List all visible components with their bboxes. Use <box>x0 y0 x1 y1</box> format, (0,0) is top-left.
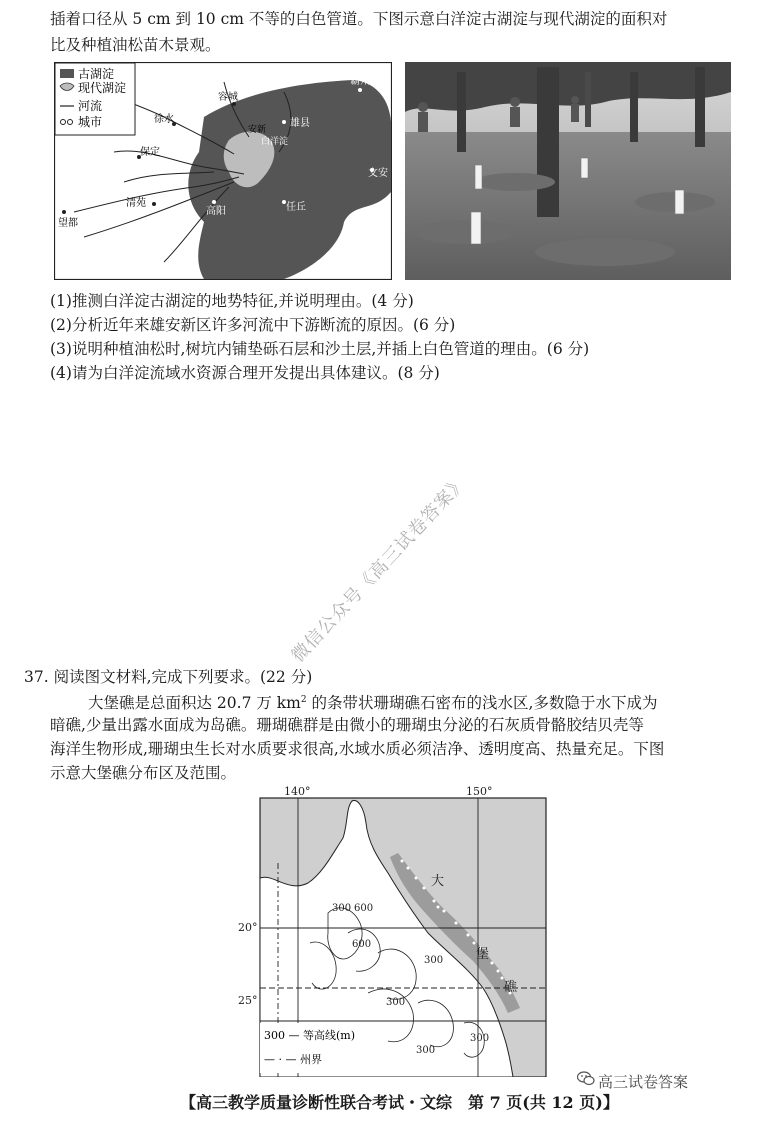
contour-label: 300 <box>424 955 444 966</box>
wechat-icon <box>577 1071 595 1086</box>
q37-para-line-4: 示意大堡礁分布区及范围。 <box>50 764 237 782</box>
legend-state-border: — · — 州界 <box>264 1053 322 1066</box>
reef-label-bao: 堡 <box>476 947 490 962</box>
reef-label-jiao: 礁 <box>504 980 518 995</box>
lake-baiyangdian: 白洋淀 <box>261 137 289 147</box>
city-rongcheng: 容城 <box>218 92 238 103</box>
contour-label: 300 <box>470 1033 490 1044</box>
city-wangdu: 望都 <box>58 218 78 229</box>
city-renqiu: 任丘 <box>286 202 306 213</box>
great-barrier-reef-map <box>238 783 560 1077</box>
question-36-2: (2)分析近年来雄安新区许多河流中下游断流的原因。(6 分) <box>50 316 456 334</box>
legend-river: 河流 <box>78 99 103 113</box>
legend-city: 城市 <box>78 115 103 129</box>
brand-label: 高三试卷答案 <box>598 1073 689 1091</box>
city-anxin: 安新 <box>248 125 267 135</box>
q37-para-line-2: 暗礁,少量出露水面成为岛礁。珊瑚礁群是由微小的珊瑚虫分泌的石灰质骨骼胶结贝壳等 <box>50 716 644 734</box>
question-36-4: (4)请为白洋淀流域水资源合理开发提出具体建议。(8 分) <box>50 364 440 382</box>
city-baoding: 保定 <box>140 147 160 158</box>
city-gaoyang: 高阳 <box>206 206 226 217</box>
contour-label: 600 <box>354 903 374 914</box>
lon-label-150: 150° <box>466 785 493 798</box>
reef-label-da: 大 <box>431 874 445 889</box>
q37-para-line-1: 大堡礁是总面积达 20.7 万 $km^2$ 的条带状珊瑚礁石密布的浅水区,多数隐于水下成为 <box>88 694 658 713</box>
legend-contour: 300 — 等高线(m) <box>264 1029 356 1042</box>
contour-label: 300 <box>416 1045 436 1056</box>
city-xiongxian: 雄县 <box>290 118 310 129</box>
intro-line-2: 比及种植油松苗木景观。 <box>50 36 221 54</box>
city-xushui: 徐水 <box>154 114 174 125</box>
contour-label: 300 <box>386 997 406 1008</box>
lat-label-20: 20° <box>238 921 258 934</box>
legend-ancient-lake: 古湖淀 <box>78 67 115 81</box>
pine-planting-photo <box>405 62 731 280</box>
q37-para-line-3: 海洋生物形成,珊瑚虫生长对水质要求很高,水域水质必须洁净、透明度高、热量充足。下图 <box>50 740 665 758</box>
city-wenan: 文安 <box>368 168 388 179</box>
lat-label-25: 25° <box>238 994 258 1007</box>
city-bazhou: 霸州 <box>350 76 370 87</box>
contour-label: 300 <box>332 903 352 914</box>
legend-modern-lake: 现代湖淀 <box>78 81 127 95</box>
question-36-3: (3)说明种植油松时,树坑内铺垫砾石层和沙土层,并插上白色管道的理由。(6 分) <box>50 340 590 358</box>
intro-line-1: 插着口径从 5 cm 到 10 cm 不等的白色管道。下图示意白洋淀古湖淀与现代湖淀的面积对 <box>50 10 668 28</box>
baiyangdian-map <box>54 62 392 280</box>
contour-label: 600 <box>352 939 372 950</box>
lon-label-140: 140° <box>284 785 311 798</box>
watermark: 微信公众号《高三试卷答案》 <box>287 471 472 667</box>
question-37-heading: 37. 阅读图文材料,完成下列要求。(22 分) <box>24 668 313 686</box>
page-footer: 【高三教学质量诊断性联合考试・文综 第 7 页(共 12 页)】 <box>180 1093 619 1112</box>
question-36-1: (1)推测白洋淀古湖淀的地势特征,并说明理由。(4 分) <box>50 292 414 310</box>
city-qingyuan: 清苑 <box>126 198 146 209</box>
